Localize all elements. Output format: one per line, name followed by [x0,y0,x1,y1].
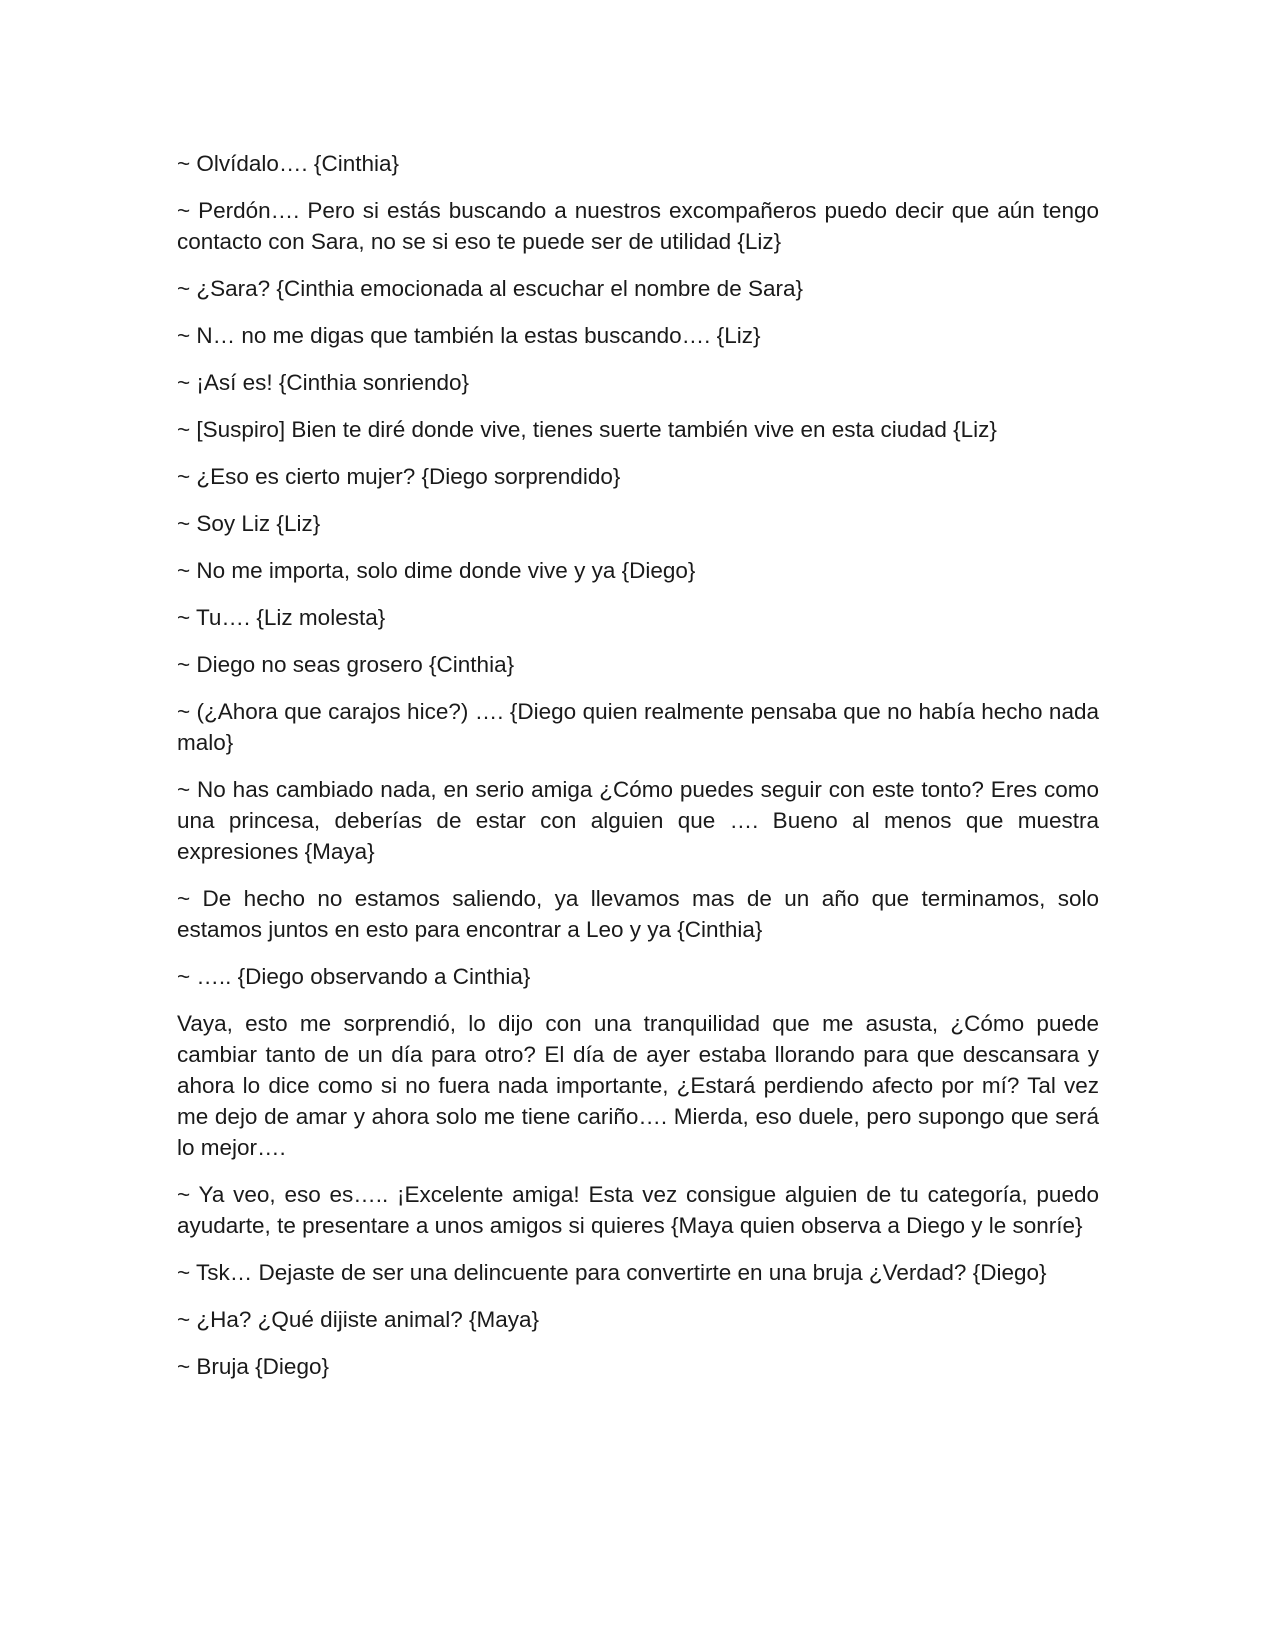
paragraph: ~ No me importa, solo dime donde vive y ya {Diego} [177,558,696,583]
paragraph: Vaya, esto me sorprendió, lo dijo con una tranquilidad que me asusta, ¿Cómo puede cambiar tanto de un día para otro? El día de ayer estaba llorando para que descansara y ahora lo dice como si no fuera nada importante, ¿Estará perdiendo afecto por mí? Tal vez me dejo de amar y ahora solo me tiene cariño…. Mierda, eso duele, pero supongo que será lo mejor…. [177,1011,1099,1160]
paragraph: ~ [Suspiro] Bien te diré donde vive, tienes suerte también vive en esta ciudad {Liz} [177,417,997,442]
paragraph: ~ Perdón…. Pero si estás buscando a nuestros excompañeros puedo decir que aún tengo contacto con Sara, no se si eso te puede ser de utilidad {Liz} [177,198,1099,254]
paragraph: ~ De hecho no estamos saliendo, ya llevamos mas de un año que terminamos, solo estamos juntos en esto para encontrar a Leo y ya {Cinthia} [177,886,1099,942]
paragraph: ~ Diego no seas grosero {Cinthia} [177,652,515,677]
paragraph: ~ No has cambiado nada, en serio amiga ¿Cómo puedes seguir con este tonto? Eres como una princesa, deberías de estar con alguien que …. Bueno al menos que muestra expresiones {Maya} [177,777,1099,864]
paragraph: ~ ….. {Diego observando a Cinthia} [177,964,531,989]
paragraph: ~ Tsk… Dejaste de ser una delincuente para convertirte en una bruja ¿Verdad? {Diego} [177,1260,1047,1285]
paragraph: ~ ¿Ha? ¿Qué dijiste animal? {Maya} [177,1307,540,1332]
paragraph: ~ N… no me digas que también la estas buscando…. {Liz} [177,323,761,348]
paragraph: ~ Bruja {Diego} [177,1354,329,1379]
paragraph: ~ Tu…. {Liz molesta} [177,605,386,630]
paragraph: ~ Ya veo, eso es….. ¡Excelente amiga! Esta vez consigue alguien de tu categoría, puedo ayudarte, te presentare a unos amigos si quieres {Maya quien observa a Diego y le sonríe} [177,1182,1099,1238]
paragraph: ~ Olvídalo…. {Cinthia} [177,151,400,176]
document-body [177,148,1099,1398]
paragraph: ~ ¡Así es! {Cinthia sonriendo} [177,370,470,395]
paragraph: ~ ¿Sara? {Cinthia emocionada al escuchar el nombre de Sara} [177,276,804,301]
paragraph: ~ ¿Eso es cierto mujer? {Diego sorprendido} [177,464,621,489]
paragraph: ~ Soy Liz {Liz} [177,511,321,536]
paragraph: ~ (¿Ahora que carajos hice?) …. {Diego quien realmente pensaba que no había hecho nada malo} [177,699,1099,755]
